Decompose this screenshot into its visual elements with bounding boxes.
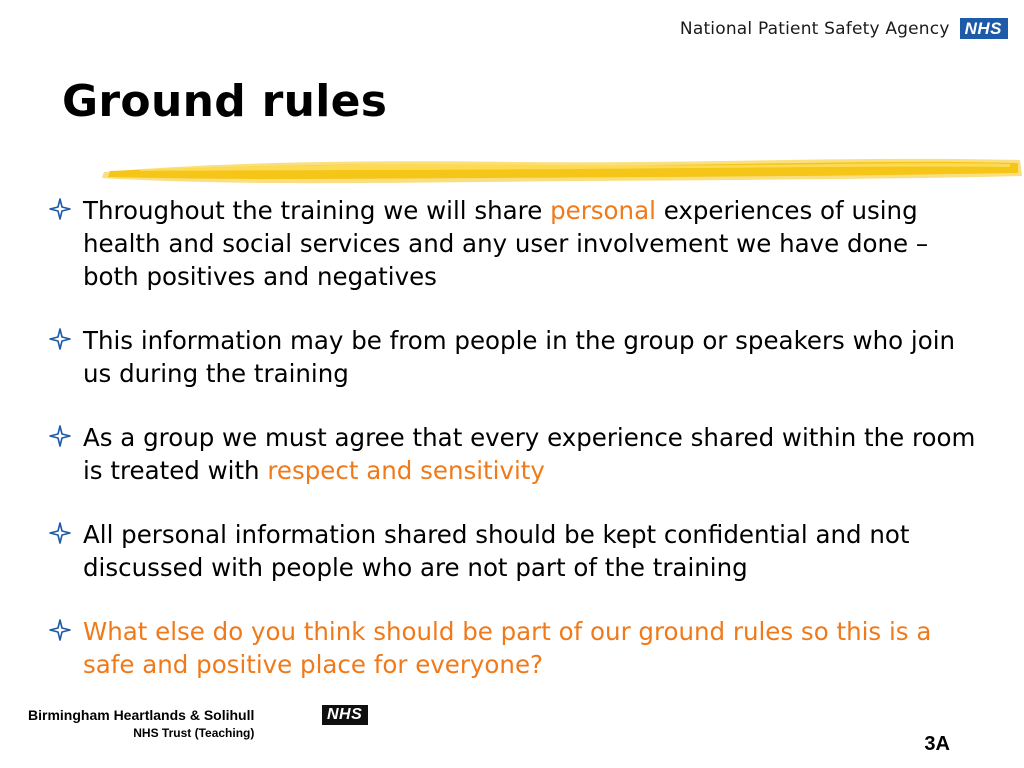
- bullet-highlight: respect and sensitivity: [267, 456, 545, 485]
- slide-number: 3A: [924, 733, 950, 755]
- bullet-text: experiences of using health and social services and any user involvement we have done – both positives and negatives: [83, 196, 929, 291]
- bullet-text: This information may be from people in the group or speakers who join us during the training: [83, 326, 956, 388]
- bullet-highlight: personal: [550, 196, 656, 225]
- bullet-text: As a group we must agree that every experience shared within the room is treated with: [83, 423, 976, 485]
- bullet-item: [48, 194, 978, 293]
- four-point-star-icon: [48, 197, 72, 221]
- organisation-name: National Patient Safety Agency: [679, 18, 950, 39]
- bullet-text: All personal information shared should be kept confidential and not discussed with people who are not part of the training: [83, 520, 910, 582]
- bullet-text: Throughout the training we will share: [83, 196, 551, 225]
- bullet-highlight: What else do you think should be part of our ground rules so this is a safe and positive place for everyone?: [83, 617, 932, 679]
- header: [680, 18, 1008, 39]
- four-point-star-icon: [48, 618, 72, 642]
- footer-logo: [322, 704, 368, 725]
- bullet-item: [48, 421, 978, 487]
- trust-name: Birmingham Heartlands & Solihull: [28, 707, 255, 723]
- bullet-item: [48, 518, 978, 584]
- bullet-list: [48, 194, 978, 712]
- bullet-item: [48, 324, 978, 390]
- slide-title: Ground rules: [62, 76, 388, 127]
- trust-name-block: [28, 706, 254, 742]
- four-point-star-icon: [48, 424, 72, 448]
- four-point-star-icon: [48, 327, 72, 351]
- yellow-brush-stroke-icon: [100, 150, 1024, 190]
- trust-subtitle: NHS Trust (Teaching): [133, 726, 255, 740]
- nhs-logo: NHS: [322, 705, 368, 725]
- nhs-logo: NHS: [960, 18, 1008, 39]
- four-point-star-icon: [48, 521, 72, 545]
- bullet-item: [48, 615, 978, 681]
